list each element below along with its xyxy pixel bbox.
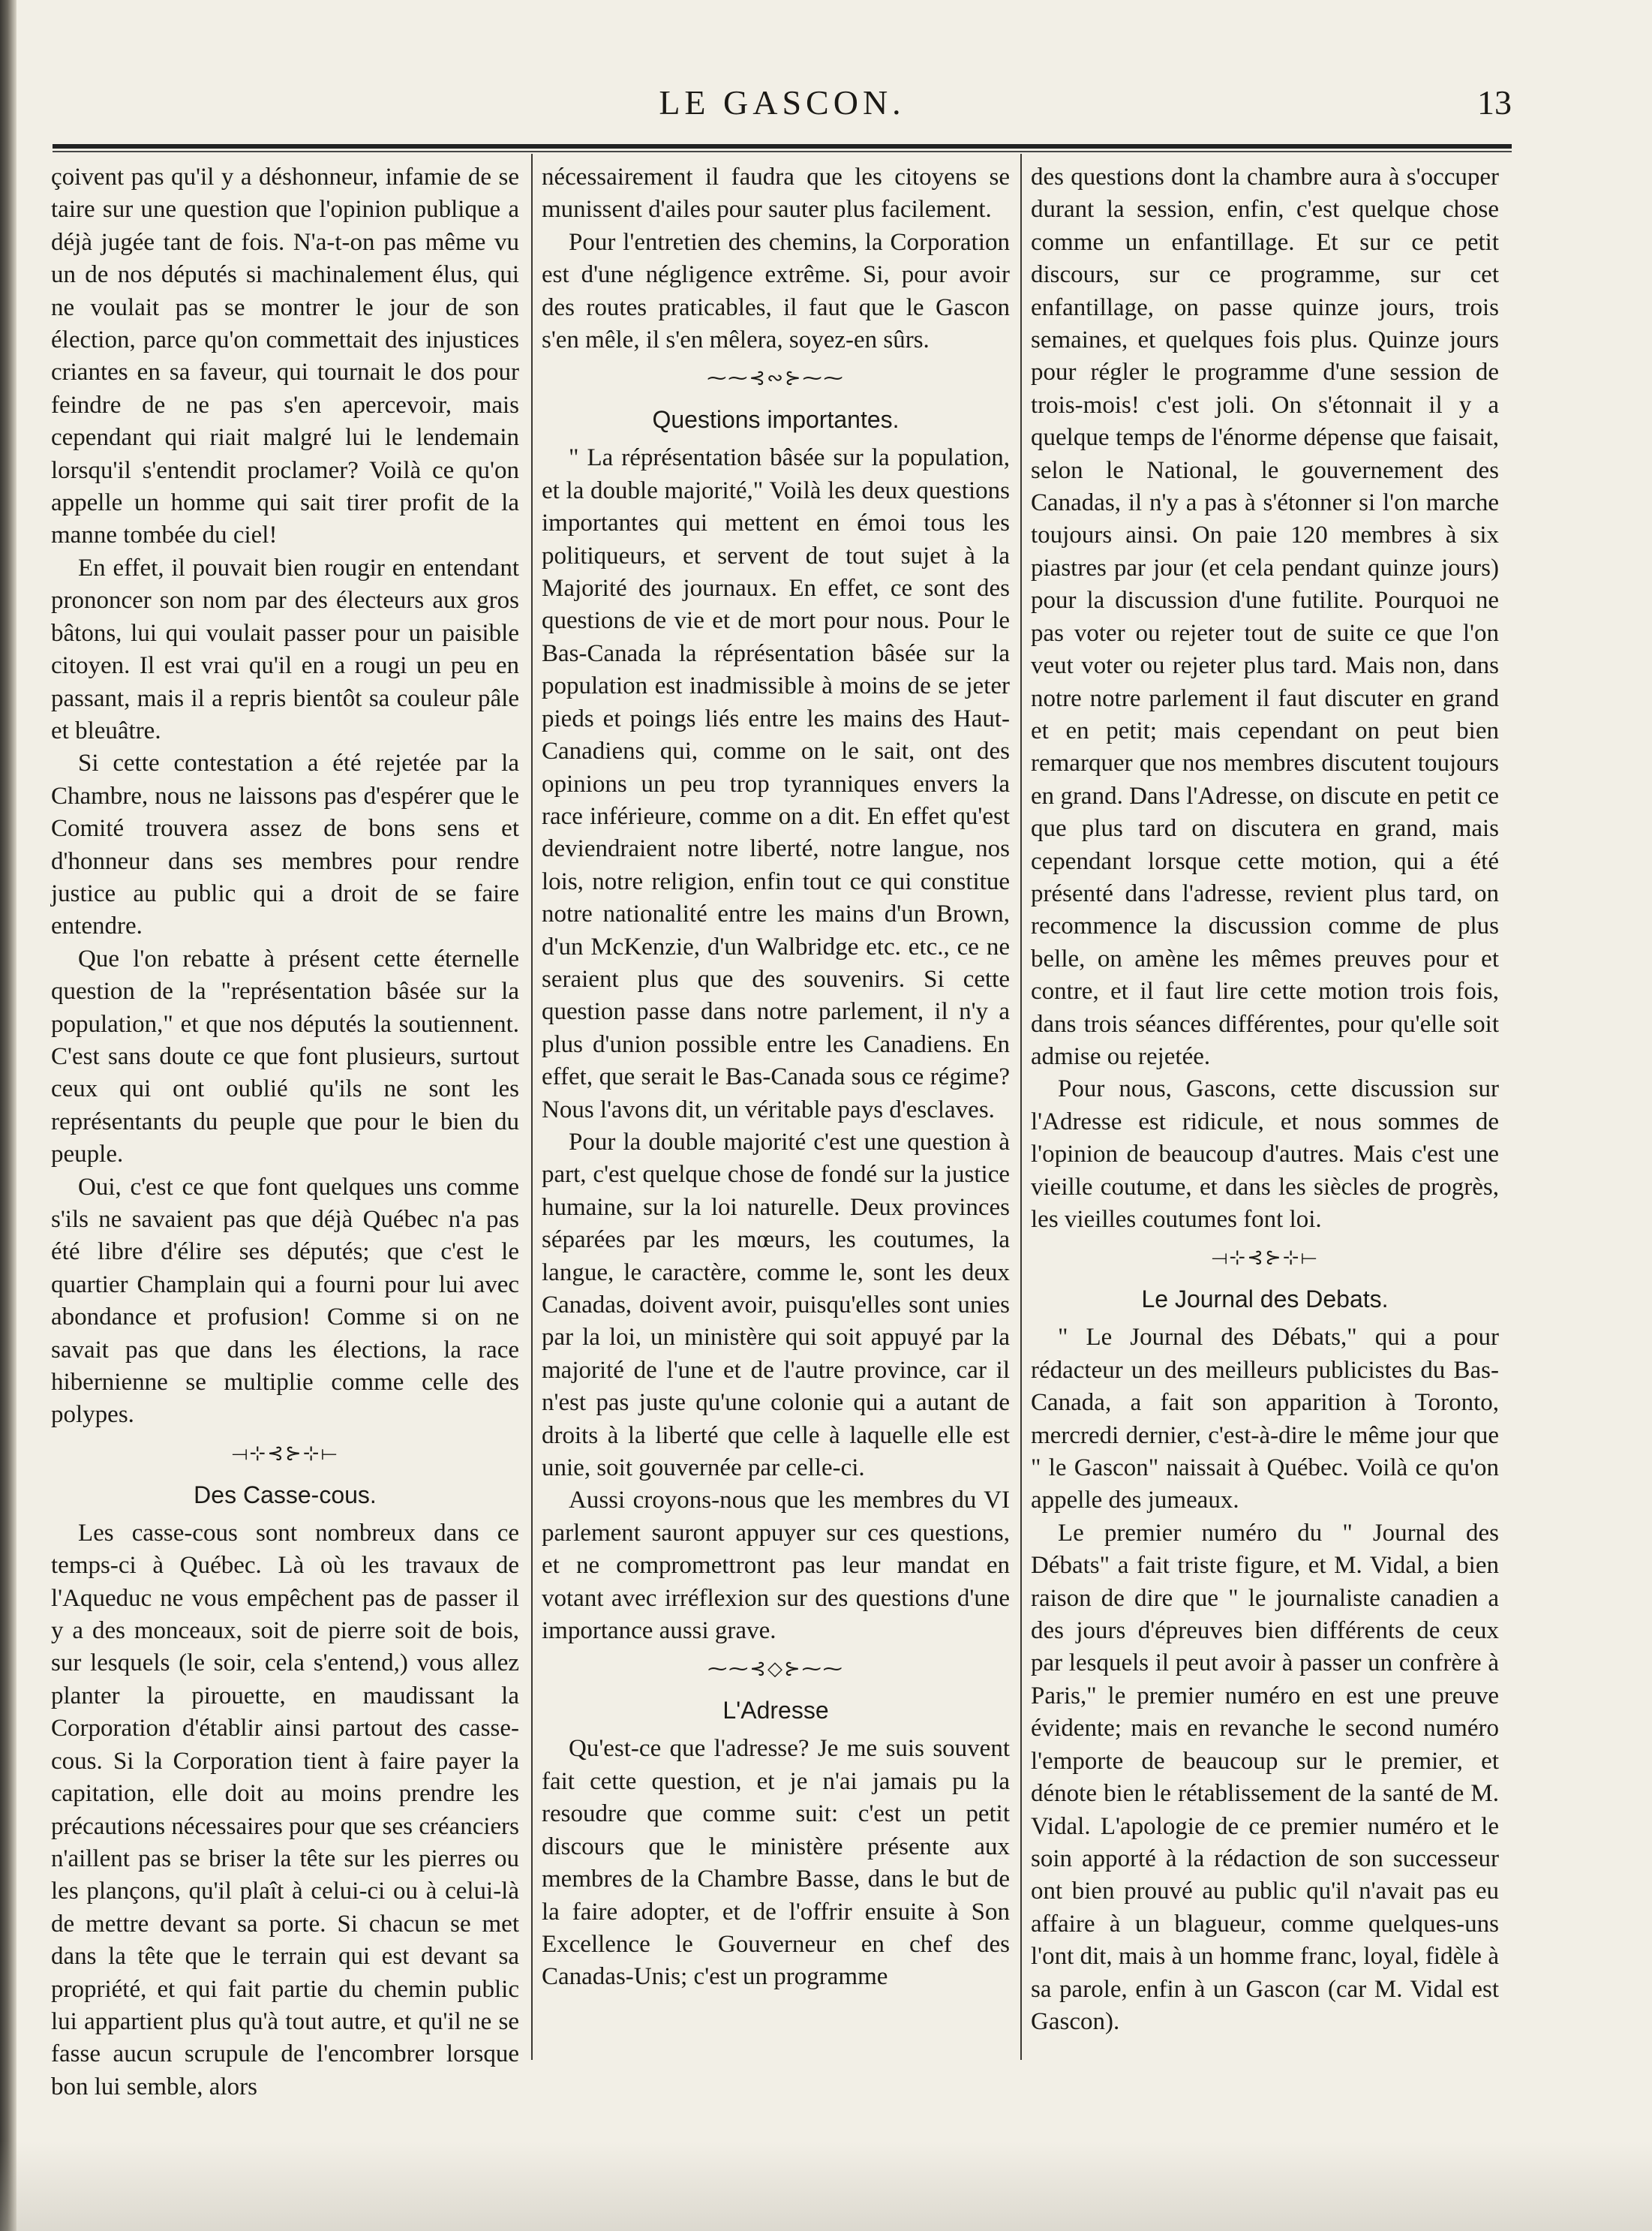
paragraph: çoivent pas qu'il y a déshonneur, infamie de se taire sur une question que l'opinion publique a déjà jugée tant de fois. N'a-t-on pas même vu un de nos députés si machinalement élus, qui ne voulait pas se montrer le jour de son élection, parce qu'on commettait des injustices criantes en sa faveur, qui tournait le dos pour feindre de ne pas s'en apercevoir, mais cependant qui riait malgré lui le lendemain lorsqu'il s'entendit proclamer? Voilà ce qu'on appelle un homme qui sait tirer profit de la manne tombée du ciel! [51,164,519,549]
binding-edge [0,0,17,2231]
section-title: L'Adresse [722,1697,829,1724]
column-1 [51,161,519,2103]
page-header [53,83,1512,135]
section-title: Questions importantes. [652,406,900,434]
paragraph: Pour l'entretien des chemins, la Corporation est d'une négligence extrême. Si, pour avoir des routes praticables, il faut que le Gascon s'en mêle, il s'en mêlera, soyez-en sûrs. [542,228,1010,354]
paragraph: " La réprésentation bâsée sur la population, et la double majorité," Voilà les deux questions importantes qui mettent en émoi tous les politiqueurs, et servent de tout sujet à la Majorité des journaux. En effet, ce sont des questions de vie et de mort pour nous. Pour le Bas-Canada la réprésentation bâsée sur la population est inadmissible à moins de se jeter pieds et poings liés entre les mains des Haut-Canadiens qui, comme on le sait, ont des opinions un peu trop tyranniques envers la race inférieure, comme on a dit. En effet qu'est deviendraient notre liberté, notre langue, nos lois, notre religion, enfin tout ce qui constitue notre nationalité entre les mains d'un Brown, d'un McKenzie, d'un Walbridge etc. etc., ce ne seraient plus que des souvenirs. Si cette question passe dans notre parlement, il n'y a plus d'union possible entre les Canadiens. En effet, que serait le Bas-Canada sous ce régime? Nous l'avons dit, un véritable pays d'esclaves. [542,444,1010,1123]
section-ornament: ⟞⊹⊰⊱⊹⟝ [1211,1246,1319,1269]
column-3 [1031,161,1499,2038]
paragraph: Si cette contestation a été rejetée par la Chambre, nous ne laissons pas d'espérer que le Comité trouvera assez de bons sens et d'honneur dans ses membres pour rendre justice au public qui a droit de se faire entendre. [51,750,519,940]
column-divider [1020,154,1022,2060]
paper-grain [0,2141,1652,2231]
section-ornament: ⁓⁓⊰∾⊱⁓⁓ [707,367,845,389]
column-2 [542,161,1010,1994]
header-rule [53,144,1512,149]
paragraph: Qu'est-ce que l'adresse? Je me suis souvent fait cette question, et je n'ai jamais pu la resoudre que comme suit: c'est un petit discours que le ministère présente aux membres de la Chambre Basse, dans le but de la faire adopter, et de l'offrir ensuite à Son Excellence le Gouverneur en chef des Canadas-Unis; c'est un programme [542,1735,1010,1991]
paragraph: Oui, c'est ce que font quelques uns comme s'ils ne savaient pas que déjà Québec n'a pas été libre d'élire ses députés; que c'est le quartier Champlain qui a fourni pour lui avec abondance et profusion! Comme si on ne savait pas que dans les élections, la race hibernienne se multiplie comme celle des polypes. [51,1173,519,1429]
paragraph: Aussi croyons-nous que les membres du VI parlement sauront appuyer sur ces questions, et ne compromettront pas leur mandat en votant avec irréflexion sur des questions d'une importance aussi grave. [542,1487,1010,1645]
paragraph: Pour nous, Gascons, cette discussion sur l'Adresse est ridicule, et nous sommes de l'opinion de beaucoup d'autres. Mais c'est une vieille coutume, et dans les siècles de progrès, les vieilles coutumes font loi. [1031,1075,1499,1233]
section-title: Le Journal des Debats. [1141,1285,1389,1313]
paragraph: Pour la double majorité c'est une question à part, c'est quelque chose de fondé sur la justice humaine, sur la loi naturelle. Deux provinces séparées par les mœurs, les coutumes, la langue, le caractère, comme le, sont les deux Canadas, doivent avoir, puisqu'elles sont unies par la loi, un ministère qui soit appuyé par la majorité de l'une et de l'autre province, car il n'est pas juste qu'une colonie qui a autant de droits à la liberté que celle à laquelle elle est unie, soit gouvernée par celle-ci. [542,1128,1010,1482]
section-title: Des Casse-cous. [194,1481,377,1508]
paragraph: En effet, il pouvait bien rougir en entendant prononcer son nom par des électeurs aux gros bâtons, lui qui voulait passer pour un paisible citoyen. Il est vrai qu'il en a rougi un peu en passant, mais il a repris bientôt sa couleur pâle et bleuâtre. [51,554,519,744]
page-number: 13 [1477,83,1512,122]
paragraph: Que l'on rebatte à présent cette éternelle question de la "représentation bâsée sur la population," et que nos députés la soutiennent. C'est sans doute ce que font plusieurs, surtout ceux qui ont oublié qu'ils ne sont les représentants du peuple que pour le bien du peuple. [51,945,519,1168]
paragraph: Les casse-cous sont nombreux dans ce temps-ci à Québec. Là où les travaux de l'Aqueduc ne vous empêchent pas de passer il y a des monceaux, soit de pierre soit de bois, sur lesquels (le soir, cela s'entend,) vous allez planter la pirouette, en maudissant la Corporation d'établir ainsi partout des casse-cous. Si la Corporation tient à faire payer la capitation, elle doit au moins prendre les précautions nécessaires pour que ses créanciers n'aillent pas se briser la tête sur les pierres ou les plançons, qu'il plaît à celui-ci ou à celui-là de mettre devant sa porte. Si chacun se met dans la tête que le terrain qui est devant sa propriété, et qui fait partie du chemin public lui appartient plus qu'à tout autre, et qu'il ne se fasse aucun scrupule de l'encombrer lorsque bon lui semble, alors [51,1519,519,2100]
paragraph: " Le Journal des Débats," qui a pour rédacteur un des meilleurs publicistes du Bas-Canada, a fait son apparition à Toronto, mercredi dernier, c'est-à-dire le même jour que " le Gascon" naissait à Québec. Voilà ce qu'on appelle des jumeaux. [1031,1324,1499,1514]
section-ornament: ⟞⊹⊰⊱⊹⟝ [231,1442,339,1464]
paragraph: Le premier numéro du " Journal des Débats" a fait triste figure, et M. Vidal, a bien raison de dire que " le journaliste canadien a des jours d'épreuves bien différents de ceux par lesquels il peut avoir à passer un confrère à Paris," le premier numéro en est une preuve évidente; mais en revanche le second numéro l'emporte de beaucoup sur le premier, et dénote bien le rétablissement de la santé de M. Vidal. L'apologie de ce premier numéro et le soin apporté à la rédaction de son successeur ont bien prouvé au public qu'il n'avait pas eu affaire à un blagueur, comme quelques-uns l'ont dit, mais à un homme franc, loyal, fidèle à sa parole, enfin à un Gascon (car M. Vidal est Gascon). [1031,1519,1499,2035]
paragraph: nécessairement il faudra que les citoyens se munissent d'ailes pour sauter plus facilement. [542,164,1010,224]
header-rule-thin [53,151,1512,152]
column-divider [531,154,533,2060]
masthead-title: LE GASCON. [659,83,906,122]
paragraph: des questions dont la chambre aura à s'occuper durant la session, enfin, c'est quelque chose comme un enfantillage. Et sur ce petit discours, sur ce programme, sur cet enfantillage, on passe quinze jours, trois semaines, et quelques fois plus. Quinze jours pour régler le programme d'une session de trois-mois! c'est joli. On s'étonnait il y a quelque temps de l'énorme dépense que faisait, selon le National, le gouvernement des Canadas, il n'y a pas à s'étonner si l'on marche toujours ainsi. On paie 120 membres à six piastres par jour (et cela pendant quinze jours) pour la discussion d'une futilite. Pourquoi ne pas voter ou rejeter tout de suite ce que l'on veut voter ou rejeter plus tard. Mais non, dans notre notre parlement il faut discuter en grand et en petit; mais cependant on peut bien remarquer que nos membres discutent toujours en grand. Dans l'Adresse, on discute en petit ce que plus tard on discutera en grand, mais cependant lorsque cette motion, qui a été présenté dans l'adresse, revient plus tard, on recommence la discussion comme de plus belle, on amène les mêmes preuves pour et contre, et il faut lire cette motion trois fois, dans trois séances différentes, pour qu'elle soit admise ou rejetée. [1031,164,1499,1070]
section-ornament: ⁓⁓⊰◇⊱⁓⁓ [707,1658,844,1680]
